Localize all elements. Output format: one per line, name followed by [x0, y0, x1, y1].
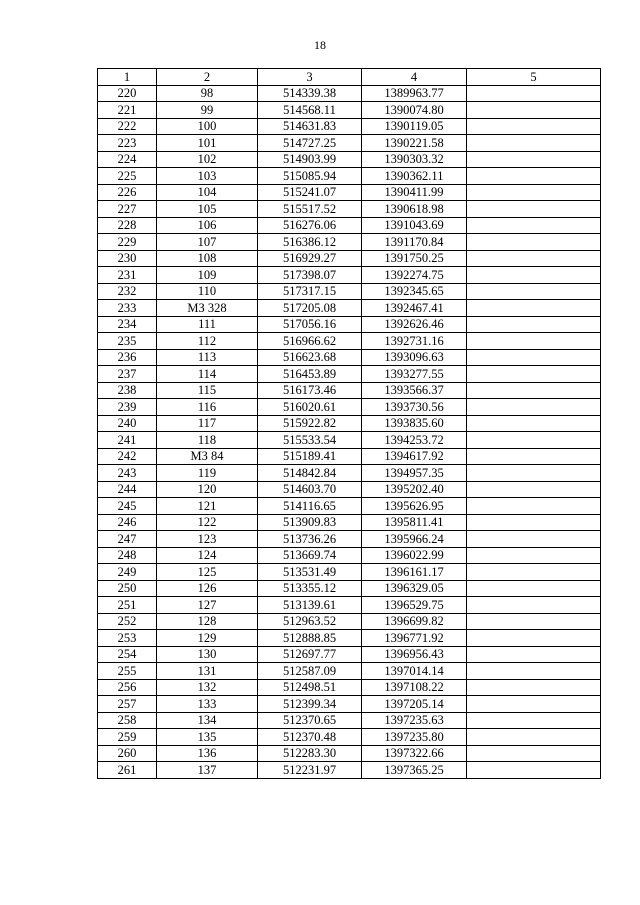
table-row	[98, 547, 601, 564]
table-row	[98, 382, 601, 399]
note-cell	[467, 267, 601, 284]
point-id-cell: 118	[157, 432, 258, 449]
y-coordinate-cell: 1392731.16	[362, 333, 467, 350]
column-header-4: 4	[362, 69, 467, 86]
row-number-cell: 245	[98, 498, 157, 515]
y-coordinate-cell: 1395202.40	[362, 481, 467, 498]
note-cell	[467, 366, 601, 383]
table-header	[98, 69, 601, 86]
table-row	[98, 514, 601, 531]
note-cell	[467, 399, 601, 416]
y-coordinate-cell: 1393277.55	[362, 366, 467, 383]
note-cell	[467, 151, 601, 168]
note-cell	[467, 316, 601, 333]
table-row	[98, 267, 601, 284]
x-coordinate-cell: 517398.07	[258, 267, 362, 284]
x-coordinate-cell: 512370.65	[258, 712, 362, 729]
x-coordinate-cell: 516623.68	[258, 349, 362, 366]
table-row	[98, 118, 601, 135]
note-cell	[467, 696, 601, 713]
note-cell	[467, 184, 601, 201]
row-number-cell: 244	[98, 481, 157, 498]
x-coordinate-cell: 515085.94	[258, 168, 362, 185]
point-id-cell: 105	[157, 201, 258, 218]
note-cell	[467, 333, 601, 350]
column-header-2: 2	[157, 69, 258, 86]
point-id-cell: 115	[157, 382, 258, 399]
point-id-cell: 106	[157, 217, 258, 234]
row-number-cell: 248	[98, 547, 157, 564]
point-id-cell: 124	[157, 547, 258, 564]
row-number-cell: 254	[98, 646, 157, 663]
row-number-cell: 228	[98, 217, 157, 234]
point-id-cell: 117	[157, 415, 258, 432]
note-cell	[467, 415, 601, 432]
row-number-cell: 261	[98, 762, 157, 779]
row-number-cell: 239	[98, 399, 157, 416]
table-row	[98, 630, 601, 647]
x-coordinate-cell: 514842.84	[258, 465, 362, 482]
note-cell	[467, 514, 601, 531]
note-cell	[467, 762, 601, 779]
point-id-cell: 135	[157, 729, 258, 746]
y-coordinate-cell: 1392274.75	[362, 267, 467, 284]
point-id-cell: 98	[157, 85, 258, 102]
point-id-cell: 110	[157, 283, 258, 300]
point-id-cell: 127	[157, 597, 258, 614]
row-number-cell: 241	[98, 432, 157, 449]
row-number-cell: 222	[98, 118, 157, 135]
note-cell	[467, 745, 601, 762]
row-number-cell: 235	[98, 333, 157, 350]
point-id-cell: 130	[157, 646, 258, 663]
row-number-cell: 258	[98, 712, 157, 729]
point-id-cell: 131	[157, 663, 258, 680]
y-coordinate-cell: 1390074.80	[362, 102, 467, 119]
point-id-cell: 119	[157, 465, 258, 482]
table-row	[98, 415, 601, 432]
y-coordinate-cell: 1390119.05	[362, 118, 467, 135]
x-coordinate-cell: 512498.51	[258, 679, 362, 696]
table-row	[98, 564, 601, 581]
point-id-cell: 134	[157, 712, 258, 729]
x-coordinate-cell: 515241.07	[258, 184, 362, 201]
note-cell	[467, 465, 601, 482]
x-coordinate-cell: 516453.89	[258, 366, 362, 383]
row-number-cell: 226	[98, 184, 157, 201]
table-row	[98, 531, 601, 548]
note-cell	[467, 250, 601, 267]
table-row	[98, 283, 601, 300]
table-row	[98, 745, 601, 762]
note-cell	[467, 679, 601, 696]
point-id-cell: 108	[157, 250, 258, 267]
y-coordinate-cell: 1395966.24	[362, 531, 467, 548]
table-row	[98, 663, 601, 680]
row-number-cell: 233	[98, 300, 157, 317]
row-number-cell: 237	[98, 366, 157, 383]
x-coordinate-cell: 513355.12	[258, 580, 362, 597]
note-cell	[467, 481, 601, 498]
table-row	[98, 679, 601, 696]
x-coordinate-cell: 514631.83	[258, 118, 362, 135]
point-id-cell: 109	[157, 267, 258, 284]
row-number-cell: 256	[98, 679, 157, 696]
note-cell	[467, 349, 601, 366]
note-cell	[467, 85, 601, 102]
row-number-cell: 236	[98, 349, 157, 366]
table-row	[98, 366, 601, 383]
point-id-cell: 114	[157, 366, 258, 383]
point-id-cell: 123	[157, 531, 258, 548]
table-row	[98, 151, 601, 168]
table-row	[98, 349, 601, 366]
table-row	[98, 217, 601, 234]
table-row	[98, 432, 601, 449]
y-coordinate-cell: 1392626.46	[362, 316, 467, 333]
x-coordinate-cell: 513139.61	[258, 597, 362, 614]
table-row	[98, 201, 601, 218]
row-number-cell: 232	[98, 283, 157, 300]
x-coordinate-cell: 512697.77	[258, 646, 362, 663]
row-number-cell: 238	[98, 382, 157, 399]
point-id-cell: 100	[157, 118, 258, 135]
table-row	[98, 168, 601, 185]
y-coordinate-cell: 1397014.14	[362, 663, 467, 680]
table-row	[98, 481, 601, 498]
x-coordinate-cell: 516020.61	[258, 399, 362, 416]
note-cell	[467, 432, 601, 449]
row-number-cell: 224	[98, 151, 157, 168]
x-coordinate-cell: 517317.15	[258, 283, 362, 300]
x-coordinate-cell: 514903.99	[258, 151, 362, 168]
column-header-5: 5	[467, 69, 601, 86]
row-number-cell: 251	[98, 597, 157, 614]
column-header-1: 1	[98, 69, 157, 86]
table-row	[98, 135, 601, 152]
y-coordinate-cell: 1394253.72	[362, 432, 467, 449]
note-cell	[467, 448, 601, 465]
point-id-cell: 128	[157, 613, 258, 630]
note-cell	[467, 663, 601, 680]
x-coordinate-cell: 513909.83	[258, 514, 362, 531]
row-number-cell: 255	[98, 663, 157, 680]
x-coordinate-cell: 517056.16	[258, 316, 362, 333]
table-row	[98, 762, 601, 779]
point-id-cell: 126	[157, 580, 258, 597]
y-coordinate-cell: 1396529.75	[362, 597, 467, 614]
point-id-cell: 120	[157, 481, 258, 498]
row-number-cell: 229	[98, 234, 157, 251]
y-coordinate-cell: 1397108.22	[362, 679, 467, 696]
y-coordinate-cell: 1395626.95	[362, 498, 467, 515]
x-coordinate-cell: 516929.27	[258, 250, 362, 267]
point-id-cell: 121	[157, 498, 258, 515]
y-coordinate-cell: 1394617.92	[362, 448, 467, 465]
y-coordinate-cell: 1393096.63	[362, 349, 467, 366]
x-coordinate-cell: 514116.65	[258, 498, 362, 515]
y-coordinate-cell: 1397205.14	[362, 696, 467, 713]
x-coordinate-cell: 514339.38	[258, 85, 362, 102]
table-row	[98, 613, 601, 630]
x-coordinate-cell: 512888.85	[258, 630, 362, 647]
row-number-cell: 234	[98, 316, 157, 333]
point-id-cell: 125	[157, 564, 258, 581]
header-row	[98, 69, 601, 86]
x-coordinate-cell: 515189.41	[258, 448, 362, 465]
row-number-cell: 246	[98, 514, 157, 531]
table-row	[98, 729, 601, 746]
x-coordinate-cell: 516173.46	[258, 382, 362, 399]
point-id-cell: 129	[157, 630, 258, 647]
y-coordinate-cell: 1390362.11	[362, 168, 467, 185]
y-coordinate-cell: 1396329.05	[362, 580, 467, 597]
note-cell	[467, 168, 601, 185]
row-number-cell: 225	[98, 168, 157, 185]
y-coordinate-cell: 1397322.66	[362, 745, 467, 762]
y-coordinate-cell: 1389963.77	[362, 85, 467, 102]
table-row	[98, 250, 601, 267]
row-number-cell: 220	[98, 85, 157, 102]
x-coordinate-cell: 513736.26	[258, 531, 362, 548]
row-number-cell: 252	[98, 613, 157, 630]
column-header-3: 3	[258, 69, 362, 86]
y-coordinate-cell: 1390221.58	[362, 135, 467, 152]
table-row	[98, 102, 601, 119]
note-cell	[467, 564, 601, 581]
table-row	[98, 696, 601, 713]
table-row	[98, 712, 601, 729]
y-coordinate-cell: 1396161.17	[362, 564, 467, 581]
x-coordinate-cell: 513669.74	[258, 547, 362, 564]
table-row	[98, 234, 601, 251]
y-coordinate-cell: 1392467.41	[362, 300, 467, 317]
point-id-cell: 116	[157, 399, 258, 416]
table-row	[98, 498, 601, 515]
x-coordinate-cell: 516386.12	[258, 234, 362, 251]
row-number-cell: 243	[98, 465, 157, 482]
point-id-cell: МЗ 328	[157, 300, 258, 317]
row-number-cell: 221	[98, 102, 157, 119]
note-cell	[467, 201, 601, 218]
point-id-cell: 102	[157, 151, 258, 168]
x-coordinate-cell: 512963.52	[258, 613, 362, 630]
point-id-cell: 132	[157, 679, 258, 696]
y-coordinate-cell: 1395811.41	[362, 514, 467, 531]
y-coordinate-cell: 1391750.25	[362, 250, 467, 267]
point-id-cell: 99	[157, 102, 258, 119]
row-number-cell: 231	[98, 267, 157, 284]
table-row	[98, 399, 601, 416]
note-cell	[467, 613, 601, 630]
note-cell	[467, 597, 601, 614]
row-number-cell: 260	[98, 745, 157, 762]
x-coordinate-cell: 515517.52	[258, 201, 362, 218]
x-coordinate-cell: 514603.70	[258, 481, 362, 498]
note-cell	[467, 729, 601, 746]
y-coordinate-cell: 1397365.25	[362, 762, 467, 779]
note-cell	[467, 300, 601, 317]
note-cell	[467, 118, 601, 135]
row-number-cell: 230	[98, 250, 157, 267]
point-id-cell: 111	[157, 316, 258, 333]
table-body	[98, 85, 601, 778]
row-number-cell: 247	[98, 531, 157, 548]
note-cell	[467, 646, 601, 663]
y-coordinate-cell: 1396956.43	[362, 646, 467, 663]
x-coordinate-cell: 512231.97	[258, 762, 362, 779]
point-id-cell: 136	[157, 745, 258, 762]
table-row	[98, 580, 601, 597]
row-number-cell: 253	[98, 630, 157, 647]
table-row	[98, 300, 601, 317]
note-cell	[467, 217, 601, 234]
note-cell	[467, 531, 601, 548]
y-coordinate-cell: 1397235.63	[362, 712, 467, 729]
point-id-cell: 101	[157, 135, 258, 152]
note-cell	[467, 283, 601, 300]
point-id-cell: 107	[157, 234, 258, 251]
point-id-cell: МЗ 84	[157, 448, 258, 465]
y-coordinate-cell: 1393566.37	[362, 382, 467, 399]
y-coordinate-cell: 1390303.32	[362, 151, 467, 168]
row-number-cell: 259	[98, 729, 157, 746]
row-number-cell: 250	[98, 580, 157, 597]
x-coordinate-cell: 512399.34	[258, 696, 362, 713]
x-coordinate-cell: 513531.49	[258, 564, 362, 581]
point-id-cell: 104	[157, 184, 258, 201]
y-coordinate-cell: 1390411.99	[362, 184, 467, 201]
y-coordinate-cell: 1397235.80	[362, 729, 467, 746]
y-coordinate-cell: 1396699.82	[362, 613, 467, 630]
note-cell	[467, 102, 601, 119]
point-id-cell: 122	[157, 514, 258, 531]
row-number-cell: 242	[98, 448, 157, 465]
x-coordinate-cell: 517205.08	[258, 300, 362, 317]
note-cell	[467, 382, 601, 399]
table-row	[98, 448, 601, 465]
point-id-cell: 103	[157, 168, 258, 185]
note-cell	[467, 630, 601, 647]
table-row	[98, 85, 601, 102]
y-coordinate-cell: 1391170.84	[362, 234, 467, 251]
table-row	[98, 184, 601, 201]
table-row	[98, 465, 601, 482]
x-coordinate-cell: 516966.62	[258, 333, 362, 350]
y-coordinate-cell: 1396771.92	[362, 630, 467, 647]
table-row	[98, 333, 601, 350]
note-cell	[467, 712, 601, 729]
row-number-cell: 249	[98, 564, 157, 581]
point-id-cell: 113	[157, 349, 258, 366]
x-coordinate-cell: 512587.09	[258, 663, 362, 680]
x-coordinate-cell: 515533.54	[258, 432, 362, 449]
row-number-cell: 227	[98, 201, 157, 218]
y-coordinate-cell: 1391043.69	[362, 217, 467, 234]
x-coordinate-cell: 512370.48	[258, 729, 362, 746]
y-coordinate-cell: 1390618.98	[362, 201, 467, 218]
y-coordinate-cell: 1393835.60	[362, 415, 467, 432]
table-row	[98, 316, 601, 333]
x-coordinate-cell: 516276.06	[258, 217, 362, 234]
note-cell	[467, 234, 601, 251]
y-coordinate-cell: 1396022.99	[362, 547, 467, 564]
x-coordinate-cell: 515922.82	[258, 415, 362, 432]
y-coordinate-cell: 1394957.35	[362, 465, 467, 482]
note-cell	[467, 580, 601, 597]
table-row	[98, 597, 601, 614]
note-cell	[467, 547, 601, 564]
table-row	[98, 646, 601, 663]
y-coordinate-cell: 1392345.65	[362, 283, 467, 300]
page-number: 18	[314, 38, 326, 52]
x-coordinate-cell: 514568.11	[258, 102, 362, 119]
y-coordinate-cell: 1393730.56	[362, 399, 467, 416]
row-number-cell: 257	[98, 696, 157, 713]
point-id-cell: 112	[157, 333, 258, 350]
coordinates-table	[97, 68, 601, 779]
point-id-cell: 133	[157, 696, 258, 713]
x-coordinate-cell: 514727.25	[258, 135, 362, 152]
note-cell	[467, 498, 601, 515]
point-id-cell: 137	[157, 762, 258, 779]
row-number-cell: 223	[98, 135, 157, 152]
row-number-cell: 240	[98, 415, 157, 432]
note-cell	[467, 135, 601, 152]
x-coordinate-cell: 512283.30	[258, 745, 362, 762]
